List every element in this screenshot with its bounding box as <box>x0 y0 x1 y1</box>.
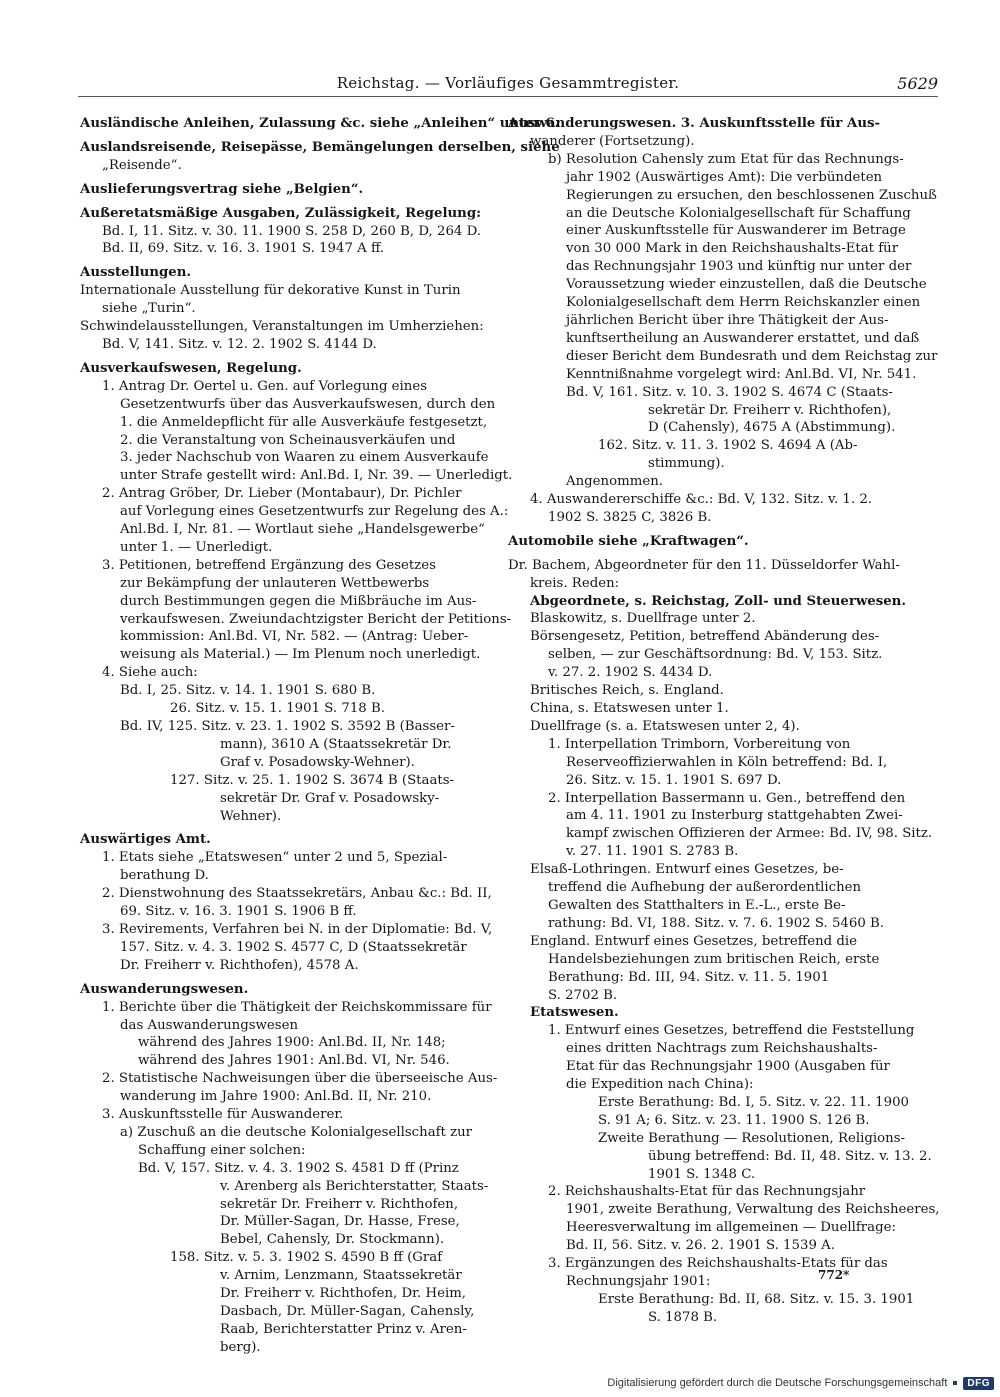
entry-line: kreis. Reden: <box>530 575 620 591</box>
entry-line: 3. jeder Nachschub von Waaren zu einem Ausverkaufe <box>120 450 489 466</box>
entry-line: 1. Berichte über die Thätigkeit der Reichskommissare für <box>102 999 492 1015</box>
entry-line: einer Auskunftsstelle für Auswanderer im Betrage <box>566 223 906 239</box>
entry-line: weisung als Material.) — Im Plenum noch unerledigt. <box>120 647 481 663</box>
entry-line: während des Jahres 1901: Anl.Bd. VI, Nr. 546. <box>138 1053 450 1069</box>
index-entry <box>508 557 940 1327</box>
entry-line: 1. Etats siehe „Etatswesen“ unter 2 und 5, Spezial- <box>102 850 448 866</box>
entry-line: kommission: Anl.Bd. VI, Nr. 582. — (Antrag: Ueber- <box>120 629 469 645</box>
entry-line: 157. Sitz. v. 4. 3. 1902 S. 4577 C, D (Staatssekretär <box>120 939 467 955</box>
entry-line: Bd. I, 25. Sitz. v. 14. 1. 1901 S. 680 B. <box>120 683 376 699</box>
entry-line: Bd. II, 69. Sitz. v. 16. 3. 1901 S. 1947 A ff. <box>102 241 385 257</box>
entry-line: Auswanderungswesen. <box>80 981 249 997</box>
entry-line: Dasbach, Dr. Müller-Sagan, Cahensly, <box>220 1304 475 1319</box>
entry-line: Schaffung einer solchen: <box>138 1142 306 1158</box>
entry-line: 69. Sitz. v. 16. 3. 1901 S. 1906 B ff. <box>120 904 357 920</box>
entry-line: wanderung im Jahre 1900: Anl.Bd. II, Nr. 210. <box>120 1089 432 1105</box>
entry-line: Kenntnißnahme vorgelegt wird: Anl.Bd. VI, Nr. 541. <box>566 366 917 382</box>
entry-line: Auswärtiges Amt. <box>80 832 211 848</box>
index-entry <box>80 205 485 259</box>
entry-line: von 30 000 Mark in den Reichshaushalts-Etat für <box>566 241 899 257</box>
entry-line: Reserveoffizierwahlen in Köln betreffend: Bd. I, <box>566 754 888 770</box>
entry-line: 2. Antrag Gröber, Dr. Lieber (Montabaur), Dr. Pichler <box>102 486 462 502</box>
entry-line: Anl.Bd. I, Nr. 81. — Wortlaut siehe „Handelsgewerbe“ <box>120 522 485 538</box>
entry-line: b) Resolution Cahensly zum Etat für das Rechnungs- <box>548 151 904 167</box>
entry-line: Ausländische Anleihen, Zulassung &c. siehe „Anleihen“ unter 6. <box>80 116 560 131</box>
dfg-logo: DFG <box>963 1377 994 1390</box>
entry-line: unter 1. — Unerledigt. <box>120 539 273 555</box>
entry-line: stimmung). <box>648 456 725 472</box>
index-entry <box>508 115 938 527</box>
footer-dot-icon <box>953 1381 957 1385</box>
entry-line: kampf zwischen Offizieren der Armee: Bd. IV, 98. Sitz. <box>566 826 933 842</box>
entry-line: unter Strafe gestellt wird: Anl.Bd. I, Nr. 39. — Unerledigt. <box>120 468 513 484</box>
entry-line: treffend die Aufhebung der außerordentlichen <box>548 880 862 896</box>
entry-line: Etat für das Rechnungsjahr 1900 (Ausgaben für <box>566 1059 890 1075</box>
entry-line: Handelsbeziehungen zum britischen Reich, erste <box>548 951 880 967</box>
entry-line: Graf v. Posadowsky-Wehner). <box>220 754 415 770</box>
entry-line: rathung: Bd. VI, 188. Sitz. v. 7. 6. 1902 S. 5460 B. <box>548 915 885 931</box>
signature-mark: 772* <box>818 1268 850 1282</box>
entry-line: v. Arenberg als Berichterstatter, Staats- <box>220 1178 489 1194</box>
entry-line: 1. Interpellation Trimborn, Vorbereitung von <box>548 736 851 752</box>
entry-line: Auswanderungswesen. 3. Auskunftsstelle für Aus- <box>508 116 881 131</box>
entry-line: Wehner). <box>220 808 282 824</box>
footer-text: Digitalisierung gefördert durch die Deutsche Forschungsgemeinschaft <box>607 1377 948 1389</box>
entry-line: Raab, Berichterstatter Prinz v. Aren- <box>220 1321 467 1337</box>
entry-line: Voraussetzung wieder einzustellen, daß die Deutsche <box>566 277 927 293</box>
entry-line: Regierungen zu ersuchen, den beschlossenen Zuschuß <box>566 187 937 203</box>
right-column <box>508 115 940 1333</box>
entry-line: Bd. IV, 125. Sitz. v. 23. 1. 1902 S. 3592 B (Basser- <box>120 719 455 734</box>
entry-line: 2. die Veranstaltung von Scheinausverkäufen und <box>120 432 456 448</box>
entry-line: Berathung: Bd. III, 94. Sitz. v. 11. 5. 1901 <box>548 969 830 985</box>
entry-line: jahr 1902 (Auswärtiges Amt): Die verbündeten <box>566 169 883 185</box>
page-title: Reichstag. — Vorläufiges Gesammtregister. <box>336 74 680 92</box>
entry-line: Rechnungsjahr 1901: <box>566 1274 711 1289</box>
entry-line: Zweite Berathung — Resolutionen, Religions- <box>598 1130 906 1146</box>
entry-line: S. 2702 B. <box>548 987 618 1003</box>
entry-line: Auslieferungsvertrag siehe „Belgien“. <box>80 181 364 197</box>
entry-line: China, s. Etatswesen unter 1. <box>530 701 729 716</box>
entry-line: Erste Berathung: Bd. II, 68. Sitz. v. 15. 3. 1901 <box>598 1291 915 1307</box>
footer <box>607 1373 994 1393</box>
entry-line: übung betreffend: Bd. II, 48. Sitz. v. 13. 2. <box>648 1148 932 1164</box>
entry-line: Bd. I, 11. Sitz. v. 30. 11. 1900 S. 258 D, 260 B, D, 264 D. <box>102 223 482 239</box>
entry-line: 3. Auskunftsstelle für Auswanderer. <box>102 1107 344 1123</box>
entry-line: 1902 S. 3825 C, 3826 B. <box>548 509 712 525</box>
entry-line: sekretär Dr. Freiherr v. Richthofen, <box>220 1196 459 1212</box>
entry-line: 3. Revirements, Verfahren bei N. in der Diplomatie: Bd. V, <box>102 921 493 937</box>
entry-line: Kolonialgesellschaft dem Herrn Reichskanzler einen <box>566 295 921 311</box>
entry-line: 4. Siehe auch: <box>102 665 198 681</box>
entry-line: „Reisende“. <box>102 157 182 173</box>
entry-line: Britisches Reich, s. England. <box>530 683 724 699</box>
entry-line: am 4. 11. 1901 zu Insterburg stattgehabten Zwei- <box>566 808 903 824</box>
entry-line: 158. Sitz. v. 5. 3. 1902 S. 4590 B ff (Graf <box>170 1250 443 1266</box>
entry-line: selben, — zur Geschäftsordnung: Bd. V, 153. Sitz. <box>548 647 883 663</box>
entry-line: durch Bestimmungen gegen die Mißbräuche im Aus- <box>120 593 477 609</box>
left-column <box>80 115 560 1363</box>
index-entry <box>508 533 920 551</box>
index-entry <box>80 139 560 175</box>
index-entry <box>80 181 485 199</box>
entry-line: 4. Auswandererschiffe &c.: Bd. V, 132. Sitz. v. 1. 2. <box>530 492 873 508</box>
entry-line: Dr. Bachem, Abgeordneter für den 11. Düsseldorfer Wahl- <box>508 557 900 573</box>
entry-line: Dr. Freiherr v. Richthofen, Dr. Heim, <box>220 1286 467 1302</box>
entry-line: Gesetzentwurfs über das Ausverkaufswesen, durch den <box>120 396 496 412</box>
entry-line: Schwindelausstellungen, Veranstaltungen im Umherziehen: <box>80 319 484 335</box>
entry-line: sekretär Dr. Graf v. Posadowsky- <box>220 790 440 806</box>
entry-line: dieser Bericht dem Bundesrath und dem Reichstag zur <box>566 348 938 364</box>
index-entry <box>80 981 498 1357</box>
entry-line: Duellfrage (s. a. Etatswesen unter 2, 4). <box>530 718 800 734</box>
entry-line: Ausverkaufswesen, Regelung. <box>80 360 302 376</box>
entry-line: Heeresverwaltung im allgemeinen — Duellfrage: <box>566 1220 896 1236</box>
entry-line: England. Entwurf eines Gesetzes, betreffend die <box>530 933 858 949</box>
index-entry <box>80 115 560 133</box>
entry-line: Etatswesen. <box>530 1005 619 1021</box>
entry-line: siehe „Turin“. <box>102 301 196 317</box>
entry-line: das Rechnungsjahr 1903 und künftig nur unter der <box>566 259 912 275</box>
entry-line: 3. Ergänzungen des Reichshaushalts-Etats für das <box>548 1256 888 1272</box>
entry-line: a) Zuschuß an die deutsche Kolonialgesellschaft zur <box>120 1124 473 1140</box>
entry-line: Abgeordnete, s. Reichstag, Zoll- und Steuerwesen. <box>530 593 906 609</box>
entry-line: Dr. Müller-Sagan, Dr. Hasse, Frese, <box>220 1214 460 1230</box>
entry-line: Börsengesetz, Petition, betreffend Abänderung des- <box>530 629 880 645</box>
entry-line: Bd. II, 56. Sitz. v. 26. 2. 1901 S. 1539 A. <box>566 1238 835 1254</box>
entry-line: 1. Entwurf eines Gesetzes, betreffend die Feststellung <box>548 1023 915 1039</box>
entry-line: zur Bekämpfung der unlauteren Wettbewerbs <box>120 575 430 591</box>
page-number: 5629 <box>897 74 938 93</box>
entry-line: auf Vorlegung eines Gesetzentwurfs zur Regelung des A.: <box>120 504 509 520</box>
entry-line: 26. Sitz. v. 15. 1. 1901 S. 697 D. <box>566 772 782 788</box>
entry-line: das Auswanderungswesen <box>120 1017 299 1033</box>
entry-line: 2. Dienstwohnung des Staatssekretärs, Anbau &c.: Bd. II, <box>102 886 492 902</box>
entry-line: S. 1878 B. <box>648 1309 718 1325</box>
entry-line: an die Deutsche Kolonialgesellschaft für Schaffung <box>566 205 911 221</box>
entry-line: 1. Antrag Dr. Oertel u. Gen. auf Vorlegung eines <box>102 378 428 394</box>
entry-line: 1901, zweite Berathung, Verwaltung des Reichsheeres, <box>566 1202 940 1218</box>
entry-line: Bd. V, 161. Sitz. v. 10. 3. 1902 S. 4674 C (Staats- <box>566 384 893 400</box>
entry-line: D (Cahensly), 4675 A (Abstimmung). <box>648 420 896 436</box>
entry-line: verkaufswesen. Zweiundachtzigster Bericht der Petitions- <box>120 611 512 627</box>
entry-line: Internationale Ausstellung für dekorative Kunst in Turin <box>80 283 461 299</box>
entry-line: Ausstellungen. <box>80 265 192 281</box>
entry-line: 127. Sitz. v. 25. 1. 1902 S. 3674 B (Staats- <box>170 772 455 788</box>
entry-line: Außeretatsmäßige Ausgaben, Zulässigkeit, Regelung: <box>80 205 482 221</box>
entry-line: wanderer (Fortsetzung). <box>530 133 695 149</box>
entry-line: v. Arnim, Lenzmann, Staatssekretär <box>220 1268 462 1284</box>
entry-line: v. 27. 11. 1901 S. 2783 B. <box>566 844 739 860</box>
entry-line: Angenommen. <box>566 474 663 490</box>
entry-line: 1901 S. 1348 C. <box>648 1166 756 1182</box>
entry-line: 2. Reichshaushalts-Etat für das Rechnungsjahr <box>548 1184 866 1200</box>
entry-line: 26. Sitz. v. 15. 1. 1901 S. 718 B. <box>170 701 385 717</box>
entry-line: 2. Statistische Nachweisungen über die überseeische Aus- <box>102 1071 498 1087</box>
entry-line: Auslandsreisende, Reisepässe, Bemängelungen derselben, siehe <box>80 139 560 155</box>
entry-line: 1. die Anmeldepflicht für alle Ausverkäufe festgesetzt, <box>120 414 488 430</box>
entry-line: Blaskowitz, s. Duellfrage unter 2. <box>530 611 756 627</box>
entry-line: kunftsertheilung an Auswanderer erstattet, und daß <box>566 330 920 346</box>
entry-line: Bd. V, 141. Sitz. v. 12. 2. 1902 S. 4144 D. <box>102 336 377 352</box>
entry-line: Dr. Freiherr v. Richthofen), 4578 A. <box>120 957 359 973</box>
entry-line: eines dritten Nachtrags zum Reichshaushalts- <box>566 1041 878 1057</box>
entry-line: v. 27. 2. 1902 S. 4434 D. <box>548 665 713 681</box>
entry-line: Bd. V, 157. Sitz. v. 4. 3. 1902 S. 4581 D ff (Prinz <box>138 1160 459 1176</box>
entry-line: mann), 3610 A (Staatssekretär Dr. <box>220 736 452 752</box>
entry-line: jährlichen Bericht über ihre Thätigkeit der Aus- <box>566 312 889 328</box>
entry-line: Gewalten des Statthalters in E.-L., erste Be- <box>548 897 846 913</box>
entry-line: 3. Petitionen, betreffend Ergänzung des Gesetzes <box>102 557 436 573</box>
entry-line: 2. Interpellation Bassermann u. Gen., betreffend den <box>548 790 906 806</box>
entry-line: die Expedition nach China): <box>566 1077 754 1093</box>
entry-line: berg). <box>220 1339 261 1355</box>
entry-line: sekretär Dr. Freiherr v. Richthofen), <box>648 402 892 418</box>
page-header <box>78 74 938 97</box>
entry-line: berathung D. <box>120 868 209 884</box>
index-entry <box>80 831 493 974</box>
index-entry <box>80 360 513 826</box>
entry-line: Erste Berathung: Bd. I, 5. Sitz. v. 22. 11. 1900 <box>598 1094 909 1110</box>
entry-line: Elsaß-Lothringen. Entwurf eines Gesetzes, be- <box>530 862 844 878</box>
index-entry <box>80 264 485 354</box>
entry-line: während des Jahres 1900: Anl.Bd. II, Nr. 148; <box>138 1035 446 1051</box>
entry-line: 162. Sitz. v. 11. 3. 1902 S. 4694 A (Ab- <box>598 438 858 454</box>
entry-line: Automobile siehe „Kraftwagen“. <box>508 533 749 549</box>
entry-line: Bebel, Cahensly, Dr. Stockmann). <box>220 1232 445 1248</box>
entry-line: S. 91 A; 6. Sitz. v. 23. 11. 1900 S. 126 B. <box>598 1112 870 1128</box>
